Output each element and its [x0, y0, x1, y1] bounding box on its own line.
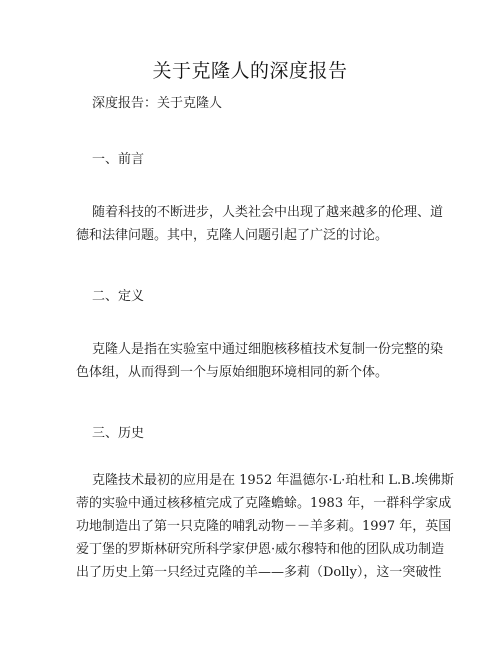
section-paragraph-preface [76, 201, 444, 247]
paragraph-line: 色体组，从而得到一个与原始细胞环境相同的新个体。 [76, 365, 389, 380]
paragraph-line: 克隆人是指在实验室中通过细胞核移植技术复制一份完整的染 [92, 342, 444, 357]
paragraph-line: 出了历史上第一只经过克隆的羊——多莉（Dolly），这一突破性 [76, 565, 442, 580]
paragraph-line: 爱丁堡的罗斯林研究所科学家伊恩·威尔穆特和他的团队成功制造 [76, 542, 445, 557]
section-heading-history: 三、历史 [92, 426, 145, 441]
paragraph-line: 随着科技的不断进步，人类社会中出现了越来越多的伦理、道 [92, 205, 444, 220]
document-title: 关于克隆人的深度报告 [152, 60, 348, 82]
section-paragraph-history [76, 469, 454, 584]
document-subtitle: 深度报告：关于克隆人 [92, 96, 223, 111]
section-heading-definition: 二、定义 [92, 289, 145, 304]
paragraph-line: 德和法律问题。其中，克隆人问题引起了广泛的讨论。 [76, 228, 389, 243]
section-paragraph-definition [76, 338, 444, 384]
section-heading-preface: 一、前言 [92, 152, 145, 167]
paragraph-line: 克隆技术最初的应用是在 1952 年温德尔·L·珀杜和 L.B.埃佛斯 [92, 473, 454, 488]
paragraph-line: 蒂的实验中通过核移植完成了克隆蟾蜍。1983 年，一群科学家成 [76, 496, 452, 511]
paragraph-line: 功地制造出了第一只克隆的哺乳动物－－羊多莉。1997 年，英国 [76, 519, 452, 534]
